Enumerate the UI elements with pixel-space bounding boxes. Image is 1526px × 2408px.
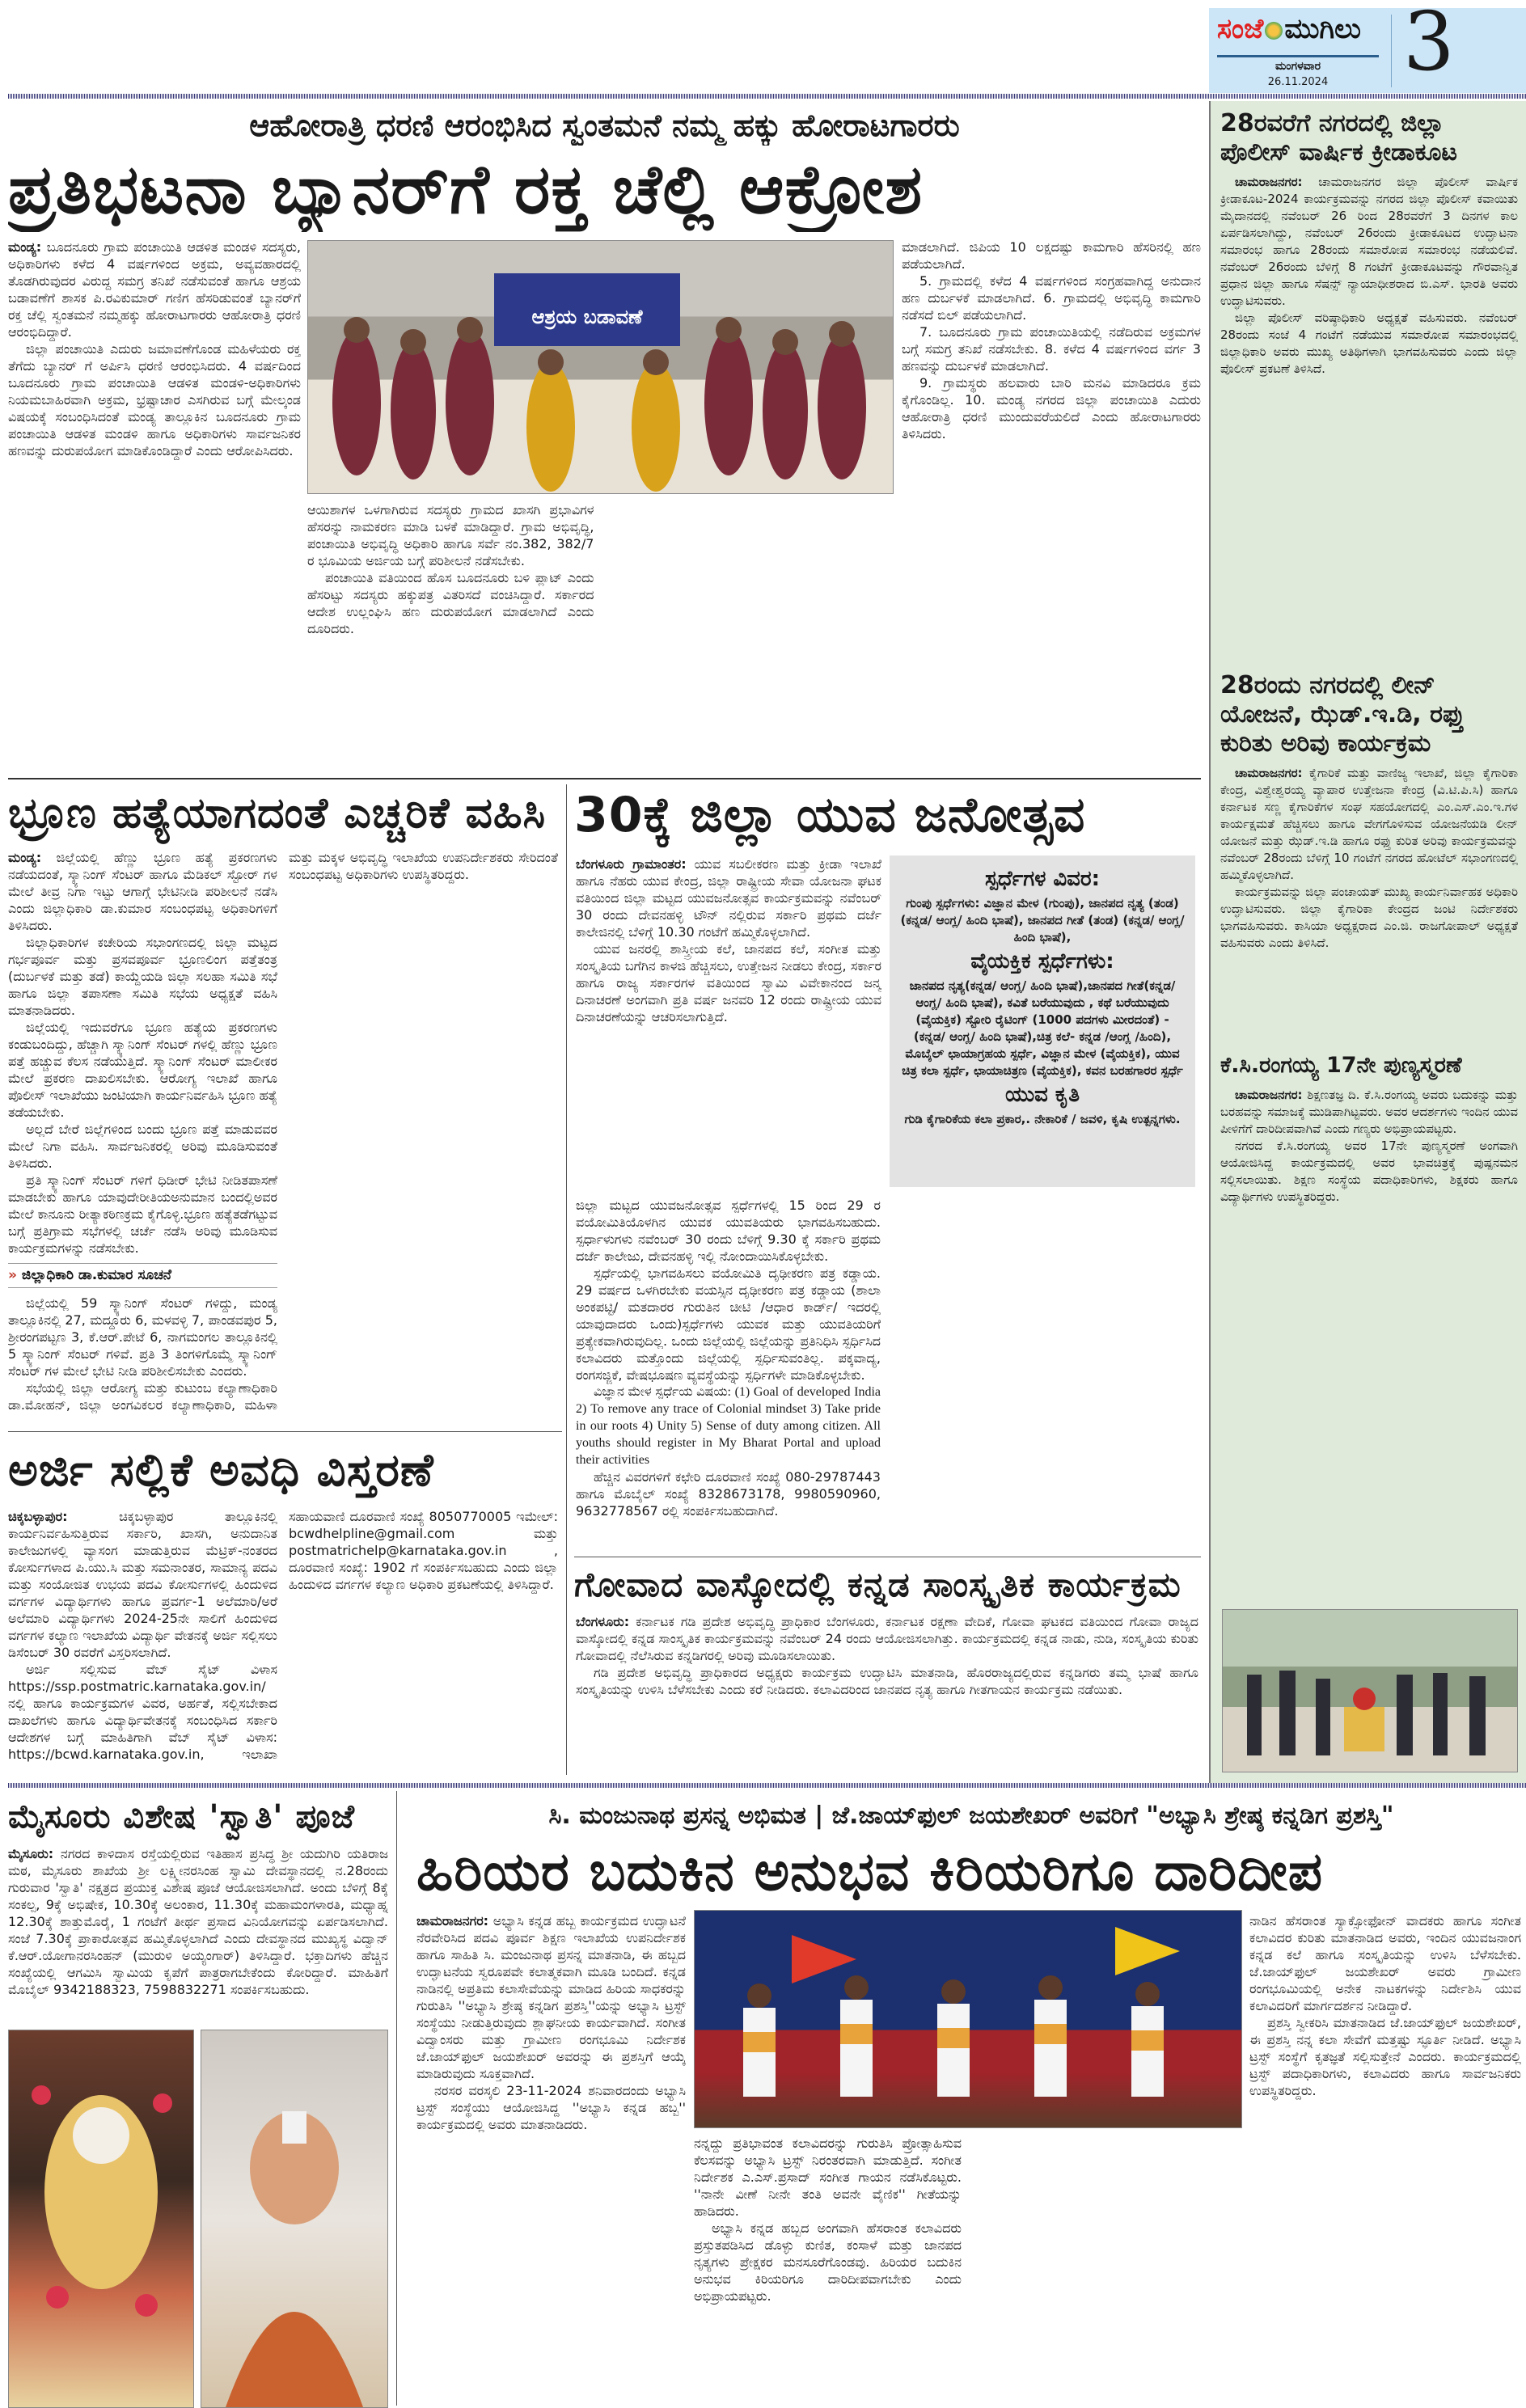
portrait-illustration <box>201 2030 387 2407</box>
abhyasi-kicker: ಸಿ. ಮಂಜುನಾಥ ಪ್ರಸನ್ನ ಅಭಿಮತ | ಜೆ.ಜಾಯ್‌ಫುಲ್ ಜಯಶೇಖರ್ ಅವರಿಗೆ "ಅಭ್ಯಾಸಿ ಶ್ರೇಷ್ಠ ಕನ್ನಡಿಗ ಪ್ರಶಸ್ತಿ" <box>548 1802 1394 1830</box>
box-text: ಗುಂಪು ಸ್ಪರ್ಧೆಗಳು: ವಿಜ್ಞಾನ ಮೇಳ (ಗುಂಪು), ಜಾನಪದ ನೃತ್ಯ (ತಂಡ) (ಕನ್ನಡ/ ಆಂಗ್ಲ/ ಹಿಂದಿ ಭಾಷೆ), ಜಾನಪದ ಗೀತೆ (ತಂಡ) (ಕನ್ನಡ/ ಆಂಗ್ಲ/ ಹಿಂದಿ ಭಾಷೆ), <box>900 896 1185 944</box>
paragraph: ಕರ್ನಾಟಕ ಗಡಿ ಪ್ರದೇಶ ಅಭಿವೃದ್ಧಿ ಪ್ರಾಧಿಕಾರ ಬೆಂಗಳೂರು, ಕರ್ನಾಟಕ ರಕ್ಷಣಾ ವೇದಿಕೆ, ಗೋವಾ ಘಟಕದ ವತಿಯಿಂದ ಗೋವಾ ರಾಜ್ಯದ ವಾಸ್ಕೋದಲ್ಲಿ ಕನ್ನಡ ಸಾಂಸ್ಕೃತಿಕ ಕಾರ್ಯಕ್ರಮವನ್ನು ನವೆಂಬರ್ 24 ರಂದು ಆಯೋಜಿಸಲಾಗಿತ್ತು. ಕಾರ್ಯಕ್ರಮದಲ್ಲಿ ಕನ್ನಡ ನಾಡು, ನುಡಿ, ಸಂಸ್ಕೃತಿಯ ಕುರಿತು ಗೋವಾದಲ್ಲಿ ನೆಲೆಸಿರುವ ಕನ್ನಡಿಗರಲ್ಲಿ ಅರಿವು ಮೂಡಿಸಲಾಯಿತು. <box>576 1614 1198 1663</box>
pullquote <box>8 1263 277 1288</box>
youth-body-bottom <box>576 1197 1197 1548</box>
dateline: ಚಿಕ್ಕಬಳ್ಳಾಪುರ: <box>8 1509 68 1524</box>
dateline: ಚಾಮರಾಜನಗರ: <box>416 1913 489 1929</box>
abhyasi-body-col3 <box>1249 1912 1521 2402</box>
section-divider <box>8 778 1201 779</box>
sidebar-story-rangayya <box>1220 1051 1518 1604</box>
photo-award-event <box>694 1910 1242 2128</box>
goa-body <box>576 1613 1198 1771</box>
abhyasi-body-under-photo <box>694 2135 1241 2402</box>
protest-banner-text: ಆಶ್ರಯ ಬಡಾವಣೆ <box>531 306 643 328</box>
dateline: ಮಂಡ್ಯ: <box>8 239 42 255</box>
masthead-divider <box>1391 15 1392 87</box>
dateline: ಮೈಸೂರು: <box>8 1846 54 1861</box>
dateline: ಬೆಂಗಳೂರು ಗ್ರಾಮಾಂತರ: <box>576 856 687 872</box>
sidebar-story-lean-scheme <box>1220 671 1518 1032</box>
column-divider <box>566 784 567 1775</box>
logo-part-2: ಮುಗಿಲು <box>1284 13 1361 45</box>
bhruna-headline: ಭ್ರೂಣ ಹತ್ಯೆಯಾಗದಂತೆ ಎಚ್ಚರಿಕೆ ವಹಿಸಿ <box>8 789 547 838</box>
lead-body-col3 <box>902 239 1201 772</box>
youth-body-top <box>576 855 881 1191</box>
competition-details-box <box>890 855 1195 1187</box>
box-text: ಜಾನಪದ ನೃತ್ಯ(ಕನ್ನಡ/ ಆಂಗ್ಲ/ ಹಿಂದಿ ಭಾಷೆ),ಜಾನಪದ ಗೀತೆ(ಕನ್ನಡ/ ಆಂಗ್ಲ/ ಹಿಂದಿ ಭಾಷೆ), ಕವಿತೆ ಬರೆಯುವುದು , ಕಥೆ ಬರೆಯುವುದು (ವೈಯಕ್ತಿಕ) ಸ್ಟೋರಿ ರೈಟಿಂಗ್ (1000 ಪದಗಳು ಮೀರದಂತೆ) - (ಕನ್ನಡ/ ಆಂಗ್ಲ/ ಹಿಂದಿ ಭಾಷೆ),ಚಿತ್ರ ಕಲೆ- ಕನ್ನಡ /ಆಂಗ್ಲ /ಹಿಂದಿ), ಮೊಬೈಲ್ ಛಾಯಾಗ್ರಹಯ ಸ್ಪರ್ಧೆ, ವಿಜ್ಞಾನ ಮೇಳ (ವೈಯಕ್ತಿಕ), ಯುವ ಚಿತ್ರ ಕಲಾ ಸ್ಪರ್ಧೆ, ಛಾಯಾಚಿತ್ರಣ (ವೈಯಕ್ತಿಕ), ಕವನ ಬರಹಗಾರರ ಸ್ಪರ್ಧೆ <box>902 978 1183 1078</box>
youth-headline: 30ಕ್ಕೆ ಜಿಲ್ಲಾ ಯುವ ಜನೋತ್ಸವ <box>574 787 1086 843</box>
box-title: ವೈಯಕ್ತಿಕ ಸ್ಪರ್ಧೆಗಳು: <box>970 949 1114 974</box>
paragraph: ಸ್ಪರ್ಧೆಯಲ್ಲಿ ಭಾಗವಹಿಸಲು ವಯೋಮಿತಿ ದೃಢೀಕರಣ ಪತ್ರ ಕಡ್ಡಾಯ. 29 ವರ್ಷದ ಒಳಗಿರಬೇಕು ವಯಸ್ಸಿನ ದೃಢೀಕರಣ ಪತ್ರ ಕಡ್ಡಾಯ (ಶಾಲಾ ಅಂಕಪಟ್ಟಿ/ ಮತದಾರರ ಗುರುತಿನ ಚೀಟಿ /ಆಧಾರ ಕಾರ್ಡ್/ ಇದರಲ್ಲಿ ಯಾವುದಾದರು ಒಂದು)ಸ್ಪರ್ಧೆಗಳು ಯುವಕ ಮತ್ತು ಯುವತಿಯರಿಗೆ ಪ್ರತ್ಯೇಕವಾಗಿರುವುದಿಲ್ಲ. ಒಂದು ಜಿಲ್ಲೆಯಲ್ಲಿ ಜಿಲ್ಲೆಯನ್ನು ಪ್ರತಿನಿಧಿಸಿ ಸ್ಪರ್ಧಿಸಿದ ಕಲಾವಿದರು ಮತ್ತೊಂದು ಜಿಲ್ಲೆಯಲ್ಲಿ ಸ್ಪರ್ಧಿಸುವಂತಿಲ್ಲ. ಪಕ್ಕವಾದ್ಯ, ರಂಗಸಜ್ಜಿಕೆ, ವೇಷಭೂಷಣ ವ್ಯವಸ್ಥೆಯನ್ನು ಸ್ಪರ್ಧಿಗಳೇ ಮಾಡಿಕೊಳ್ಳಬೇಕು. <box>576 1265 881 1383</box>
paragraph: ಪ್ರಶಸ್ತಿ ಸ್ವೀಕರಿಸಿ ಮಾತನಾಡಿದ ಜೆ.ಜಾಯ್‌ಫುಲ್ ಜಯಶೇಖರ್, ಈ ಪ್ರಶಸ್ತಿ ನನ್ನ ಕಲಾ ಸೇವೆಗೆ ಮತ್ತಷ್ಟು ಸ್ಫೂರ್ತಿ ನೀಡಿದೆ. ಅಭ್ಯಾಸಿ ಟ್ರಸ್ಟ್ ಸಂಸ್ಥೆಗೆ ಕೃತಜ್ಞತೆ ಸಲ್ಲಿಸುತ್ತೇನೆ ಎಂದರು. ಕಾರ್ಯಕ್ರಮದಲ್ಲಿ ಟ್ರಸ್ಟ್ ಪದಾಧಿಕಾರಿಗಳು, ಕಲಾವಿದರು ಹಾಗೂ ಸಾರ್ವಜನಿಕರು ಉಪಸ್ಥಿತರಿದ್ದರು. <box>1249 2015 1521 2098</box>
masthead <box>1209 0 1526 93</box>
paragraph: ಜಿಲ್ಲಾ ಪೊಲೀಸ್ ವರಿಷ್ಠಾಧಿಕಾರಿ ಅಧ್ಯಕ್ಷತೆ ವಹಿಸುವರು. ನವೆಂಬರ್ 28ರಂದು ಸಂಜೆ 4 ಗಂಟೆಗೆ ನಡೆಯುವ ಸಮಾರೋಪ ಸಮಾರಂಭದಲ್ಲಿ ಜಿಲ್ಲಾಧಿಕಾರಿ ಅವರು ಮುಖ್ಯ ಅತಿಥಿಗಳಾಗಿ ಭಾಗವಹಿಸುವರು ಎಂದು ಜಿಲ್ಲಾ ಪೊಲೀಸ್ ಪ್ರಕಟಣೆ ತಿಳಿಸಿದೆ. <box>1220 311 1518 376</box>
pullquote-arrow-icon: » <box>8 1267 17 1283</box>
paragraph: ಹೆಚ್ಚಿನ ವಿವರಗಳಿಗೆ ಕಛೇರಿ ದೂರವಾಣಿ ಸಂಖ್ಯೆ 080-29787443 ಹಾಗೂ ಮೊಬೈಲ್ ಸಂಖ್ಯೆ 8328673178, 9980590960, 9632778567 ರಲ್ಲಿ ಸಂಪರ್ಕಿಸಬಹುದಾಗಿದೆ. <box>576 1469 881 1519</box>
pullquote-text: ಜಿಲ್ಲಾಧಿಕಾರಿ ಡಾ.ಕುಮಾರ ಸೂಚನೆ <box>21 1267 171 1283</box>
dateline: ಮಂಡ್ಯ: <box>8 850 42 865</box>
logo-underline <box>1217 55 1379 57</box>
newspaper-logo <box>1217 13 1361 45</box>
paragraph: ಜಿಲ್ಲೆಯಲ್ಲಿ ಹೆಣ್ಣು ಭ್ರೂಣ ಹತ್ಯೆ ಪ್ರಕರಣಗಳು ನಡೆಯದಂತೆ, ಸ್ಕ್ಯಾನಿಂಗ್ ಸೆಂಟರ್ ಹಾಗೂ ಮೆಡಿಕಲ್ ಸ್ಟೋರ್ ಗಳ ಮೇಲೆ ತೀವ್ರ ನಿಗಾ ಇಟ್ಟು ಆಗಾಗ್ಗೆ ಭೇಟಿನೀಡಿ ಪರಿಶೀಲನೆ ನಡೆಸಿ ಎಂದು ಜಿಲ್ಲಾಧಿಕಾರಿ ಡಾ.ಕುಮಾರ ಸಂಬಂಧಪಟ್ಟ ಅಧಿಕಾರಿಗಳಿಗೆ ತಿಳಿಸಿದರು. <box>8 850 277 933</box>
lead-kicker: ಆಹೋರಾತ್ರಿ ಧರಣಿ ಆರಂಭಿಸಿದ ಸ್ವಂತಮನೆ ನಮ್ಮ ಹಕ್ಕು ಹೋರಾಟಗಾರರು <box>249 108 960 143</box>
paragraph: ನಗರದ ಕೆ.ಸಿ.ರಂಗಯ್ಯ ಅವರ 17ನೇ ಪುಣ್ಯಸ್ಮರಣೆ ಅಂಗವಾಗಿ ಆಯೋಜಿಸಿದ್ದ ಕಾರ್ಯಕ್ರಮದಲ್ಲಿ ಅವರ ಭಾವಚಿತ್ರಕ್ಕೆ ಪುಷ್ಪನಮನ ಸಲ್ಲಿಸಲಾಯಿತು. ಶಿಕ್ಷಣ ಸಂಸ್ಥೆಯ ಪದಾಧಿಕಾರಿಗಳು, ಶಿಕ್ಷಕರು ಹಾಗೂ ವಿದ್ಯಾರ್ಥಿಗಳು ಉಪಸ್ಥಿತರಿದ್ದರು. <box>1220 1139 1518 1204</box>
paragraph: ಅಭ್ಯಾಸಿ ಕನ್ನಡ ಹಬ್ಬ ಕಾರ್ಯಕ್ರಮದ ಉದ್ಘಾಟನೆ ನೆರವೇರಿಸಿದ ಪದವಿ ಪೂರ್ವ ಶಿಕ್ಷಣ ಇಲಾಖೆಯ ಉಪನಿರ್ದೇಶಕ ಹಾಗೂ ಸಾಹಿತಿ ಸಿ. ಮಂಜುನಾಥ ಪ್ರಸನ್ನ ಮಾತನಾಡಿ, ಈ ಹಬ್ಬದ ಉದ್ಘಾಟನೆಯ ಸ್ವರೂಪವೇ ಕಲಾತ್ಮಕವಾಗಿ ಮೂಡಿ ಬಂದಿದೆ. ಕನ್ನಡ ನಾಡಿನಲ್ಲಿ ಅಪ್ರತಿಮ ಕಲಾಸೇವೆಯನ್ನು ಮಾಡಿದ ಹಿರಿಯ ಸಾಧಕರನ್ನು ಗುರುತಿಸಿ ''ಅಭ್ಯಾಸಿ ಶ್ರೇಷ್ಠ ಕನ್ನಡಿಗ ಪ್ರಶಸ್ತಿ''ಯನ್ನು ಅಭ್ಯಾಸಿ ಟ್ರಸ್ಟ್ ಸಂಸ್ಥೆಯು ನೀಡುತ್ತಿರುವುದು ಶ್ಲಾಘನೀಯ ಕಾರ್ಯವಾಗಿದೆ. ಸಂಗೀತ ವಿದ್ವಾಂಸರು ಮತ್ತು ಗ್ರಾಮೀಣ ರಂಗಭೂಮಿ ನಿರ್ದೇಶಕ ಜೆ.ಜಾಯ್‌ಫುಲ್ ಜಯಶೇಖರ್ ಅವರನ್ನು ಈ ಪ್ರಶಸ್ತಿಗೆ ಆಯ್ಕೆ ಮಾಡಿರುವುದು ಸೂಕ್ತವಾಗಿದೆ. <box>416 1913 686 2081</box>
page-number: 3 <box>1403 0 1455 89</box>
photo-deity <box>8 2030 194 2408</box>
photo-swamiji <box>201 2030 388 2408</box>
logo-part-1: ಸಂಜೆ <box>1217 13 1264 45</box>
abhyasi-headline: ಹಿರಿಯರ ಬದುಕಿನ ಅನುಭವ ಕಿರಿಯರಿಗೂ ದಾರಿದೀಪ <box>416 1840 1324 1903</box>
dateline: ಚಾಮರಾಜನಗರ: <box>1235 766 1303 780</box>
paragraph: ಆಯಿಶಾಗಳ ಒಳಗಾಗಿರುವ ಸದಸ್ಯರು ಗ್ರಾಮದ ಖಾಸಗಿ ಪ್ರಭಾವಿಗಳ ಹೆಸರನ್ನು ನಾಮಕರಣ ಮಾಡಿ ಬಳಕೆ ಮಾಡಿದ್ದಾರೆ. ಗ್ರಾಮ ಅಭಿವೃದ್ಧಿ, ಪಂಚಾಯಿತಿ ಅಭಿವೃದ್ಧಿ ಅಧಿಕಾರಿ ಹಾಗೂ ಸರ್ವೆ ನಂ.382, 382/7 ರ ಭೂಮಿಯ ಅರ್ಜಿಯ ಬಗ್ಗೆ ಪರಿಶೀಲನೆ ನಡೆಸಬೇಕು. <box>307 502 594 568</box>
paragraph: ವಿಜ್ಞಾನ ಮೇಳ ಸ್ಪರ್ಧೆಯ ವಿಷಯ: (1) Goal of developed India 2) To remove any trace of Colonial mindset 3) Take pride in our roots 4) Unity 5) Sense of duty among citizen. All youths should register in My Bharat Portal and upload their activities <box>576 1385 881 1467</box>
paragraph: ಅಭ್ಯಾಸಿ ಕನ್ನಡ ಹಬ್ಬದ ಅಂಗವಾಗಿ ಹೆಸರಾಂತ ಕಲಾವಿದರು ಪ್ರಸ್ತುತಪಡಿಸಿದ ಡೊಳ್ಳು ಕುಣಿತ, ಕಂಸಾಳೆ ಮತ್ತು ಜಾನಪದ ನೃತ್ಯಗಳು ಪ್ರೇಕ್ಷಕರ ಮನಸೂರೆಗೊಂಡವು. ಹಿರಿಯರ ಬದುಕಿನ ಅನುಭವ ಕಿರಿಯರಿಗೂ ದಾರಿದೀಪವಾಗಬೇಕು ಎಂದು ಅಭಿಪ್ರಾಯಪಟ್ಟರು. <box>694 2220 962 2304</box>
arji-headline: ಅರ್ಜಿ ಸಲ್ಲಿಕೆ ಅವಧಿ ವಿಸ್ತರಣೆ <box>8 1444 434 1497</box>
box-text: ಗುಡಿ ಕೈಗಾರಿಕೆಯ ಕಲಾ ಪ್ರಕಾರ,. ನೇಕಾರಿಕೆ / ಜವಳಿ, ಕೃಷಿ ಉತ್ಪನ್ನಗಳು. <box>904 1112 1181 1126</box>
paragraph: ಜಿಲ್ಲೆಯಲ್ಲಿ 59 ಸ್ಕ್ಯಾನಿಂಗ್ ಸೆಂಟರ್ ಗಳಿದ್ದು, ಮಂಡ್ಯ ತಾಲ್ಲೂಕಿನಲ್ಲಿ 27, ಮದ್ದೂರು 6, ಮಳವಳ್ಳಿ 7, ಪಾಂಡವಪುರ 5, ಶ್ರೀರಂಗಪಟ್ಟಣ 3, ಕೆ.ಆರ್.ಪೇಟೆ 6, ನಾಗಮಂಗಲ ತಾಲ್ಲೂಕಿನಲ್ಲಿ 5 ಸ್ಕ್ಯಾನಿಂಗ್ ಸೆಂಟರ್ ಗಳಿವೆ. ಪ್ರತಿ 3 ತಿಂಗಳಿಗೊಮ್ಮೆ ಸ್ಕ್ಯಾನಿಂಗ್ ಸೆಂಟರ್ ಗಳ ಮೇಲೆ ಭೇಟಿ ನೀಡಿ ಪರಿಶೀಲಿಸಬೇಕು ಎಂದರು. <box>8 1295 277 1379</box>
paragraph: ಜಿಲ್ಲಾ ಮಟ್ಟದ ಯುವಜನೋತ್ಸವ ಸ್ಪರ್ಧೆಗಳಲ್ಲಿ 15 ರಿಂದ 29 ರ ವಯೋಮಿತಿಯೊಳಗಿನ ಯುವಕ ಯುವತಿಯರು ಭಾಗವಹಿಸಬಹುದು. ಸ್ಪರ್ಧಾಳುಗಳು ನವೆಂಬರ್ 30 ರಂದು ಬೆಳಿಗ್ಗೆ 9.30 ಕ್ಕೆ ಸರ್ಕಾರಿ ಪ್ರಥಮ ದರ್ಜೆ ಕಾಲೇಜು, ದೇವನಹಳ್ಳಿ ಇಲ್ಲಿ ನೋಂದಾಯಿಸಿಕೊಳ್ಳಬೇಕು. <box>576 1198 881 1264</box>
paragraph: ಜಿಲ್ಲಾ ಪಂಚಾಯಿತಿ ಎದುರು ಜಮಾವಣೆಗೊಂಡ ಮಹಿಳೆಯರು ರಕ್ತ ತೆಗೆದು ಬ್ಯಾನರ್ ಗೆ ಅರ್ಪಿಸಿ ಧರಣಿ ಆರಂಭಿಸಿದರು. 4 ವರ್ಷದಿಂದ ಬೂದನೂರು ಗ್ರಾಮ ಪಂಚಾಯಿತಿ ಆಡಳಿತ ಮಂಡಳಿ-ಅಧಿಕಾರಿಗಳು ನಿಯಮಬಾಹಿರವಾಗಿ ಅಕ್ರಮ, ಭ್ರಷ್ಟಾಚಾರ ಎಸಗಿರುವ ಬಗ್ಗೆ ಮೇಲ್ಕಂಡ ವಿಷಯಕ್ಕೆ ಸಂಬಂಧಿಸಿದಂತೆ ಮಂಡ್ಯ ತಾಲ್ಲೂಕಿನ ಬೂದನೂರು ಗ್ರಾಮ ಪಂಚಾಯಿತಿ ಆಡಳಿತ ಮಂಡಳಿ ಹಾಗೂ ಅಧಿಕಾರಿಗಳು ಸಾರ್ವಜನಿಕರ ಹಣವನ್ನು ದುರುಪಯೋಗ ಮಾಡಿಕೊಂಡಿದ್ದಾರೆ ಎಂದು ಆರೋಪಿಸಿದರು. <box>8 341 301 458</box>
paragraph: ಗಡಿ ಪ್ರದೇಶ ಅಭಿವೃದ್ಧಿ ಪ್ರಾಧಿಕಾರದ ಅಧ್ಯಕ್ಷರು ಕಾರ್ಯಕ್ರಮ ಉದ್ಘಾಟಿಸಿ ಮಾತನಾಡಿ, ಹೊರರಾಜ್ಯದಲ್ಲಿರುವ ಕನ್ನಡಿಗರು ತಮ್ಮ ಭಾಷೆ ಹಾಗೂ ಸಂಸ್ಕೃತಿಯನ್ನು ಉಳಿಸಿ ಬೆಳೆಸಬೇಕು ಎಂದು ಕರೆ ನೀಡಿದರು. ಕಲಾವಿದರಿಂದ ಜಾನಪದ ನೃತ್ಯ ಹಾಗೂ ಗೀತಗಾಯನ ಕಾರ್ಯಕ್ರಮ ನಡೆಯಿತು. <box>576 1665 1198 1697</box>
paragraph: ನನ್ನದ್ದು ಪ್ರತಿಭಾವಂತ ಕಲಾವಿದರನ್ನು ಗುರುತಿಸಿ ಪ್ರೋತ್ಸಾಹಿಸುವ ಕೆಲಸವನ್ನು ಅಭ್ಯಾಸಿ ಟ್ರಸ್ಟ್ ನಿರಂತರವಾಗಿ ಮಾಡುತ್ತಿದೆ. ಸಂಗೀತ ನಿರ್ದೇಶಕ ಎ.ಎಸ್.ಪ್ರಸಾದ್ ಸಂಗೀತ ಗಾಯನ ನಡೆಸಿಕೊಟ್ಟರು. ''ನಾನೇ ವೀಣೆ ನೀನೇ ತಂತಿ ಅವನೇ ವೈಣಿಕ'' ಗೀತೆಯನ್ನು ಹಾಡಿದರು. <box>694 2136 962 2219</box>
issue-date: 26.11.2024 <box>1267 76 1329 88</box>
abhyasi-body-col1 <box>416 1912 686 2402</box>
bottom-section-rule <box>8 1783 1526 1788</box>
paragraph: ಚಿಕ್ಕಬಳ್ಳಾಪುರ ತಾಲ್ಲೂಕಿನಲ್ಲಿ ಕಾರ್ಯನಿರ್ವಹಿಸುತ್ತಿರುವ ಸರ್ಕಾರಿ, ಖಾಸಗಿ, ಅನುದಾನಿತ ಕಾಲೇಜುಗಳಲ್ಲಿ ವ್ಯಾಸಂಗ ಮಾಡುತ್ತಿರುವ ಮೆಟ್ರಿಕ್-ನಂತರದ ಕೋರ್ಸುಗಳಾದ ಪಿ.ಯು.ಸಿ ಮತ್ತು ಸಮನಾಂತರ, ಸಾಮಾನ್ಯ ಪದವಿ ಮತ್ತು ಸಂಯೋಜಿತ ಉಭಯ ಪದವಿ ಕೋರ್ಸುಗಳಲ್ಲಿ ಹಿಂದುಳಿದ ವರ್ಗಗಳ ವಿದ್ಯಾರ್ಥಿಗಳು ಹಾಗೂ ಪ್ರವರ್ಗ-1 ಅಲೆಮಾರಿ/ಅರೆ ಅಲೆಮಾರಿ ವಿದ್ಯಾರ್ಥಿಗಳು 2024-25ನೇ ಸಾಲಿಗೆ ಹಿಂದುಳಿದ ವರ್ಗಗಳ ಕಲ್ಯಾಣ ಇಲಾಖೆಯ ವಿದ್ಯಾರ್ಥಿ ವೇತನಕ್ಕೆ ಅರ್ಜಿ ಸಲ್ಲಿಸಲು ಡಿಸೆಂಬರ್ 30 ರವರೆಗೆ ವಿಸ್ತರಿಸಲಾಗಿದೆ. <box>8 1509 277 1660</box>
photo-tribute-event <box>1222 1609 1518 1772</box>
box-title: ಸ್ಪರ್ಧೆಗಳ ವಿವರ: <box>985 867 1100 891</box>
dateline: ಚಾಮರಾಜನಗರ: <box>1235 175 1303 189</box>
paragraph: ಜಿಲ್ಲೆಯಲ್ಲಿ ಇದುವರೆಗೂ ಭ್ರೂಣ ಹತ್ಯೆಯ ಪ್ರಕರಣಗಳು ಕಂಡುಬಂದಿದ್ದು, ಹೆಚ್ಚಾಗಿ ಸ್ಕ್ಯಾನಿಂಗ್ ಸೆಂಟರ್ ಗಳಲ್ಲಿ ಹೆಣ್ಣು ಭ್ರೂಣ ಪತ್ತೆ ಹಚ್ಚುವ ಕೆಲಸ ನಡೆಯುತ್ತಿದೆ. ಸ್ಕ್ಯಾನಿಂಗ್ ಸೆಂಟರ್ ಮಾಲೀಕರ ಮೇಲೆ ಪ್ರಕರಣ ದಾಖಲಿಸಬೇಕು. ಆರೋಗ್ಯ ಇಲಾಖೆ ಹಾಗೂ ಪೊಲೀಸ್ ಇಲಾಖೆಯು ಜಂಟಿಯಾಗಿ ಕಾರ್ಯನಿರ್ವಹಿಸಿ ಭ್ರೂಣ ಹತ್ಯೆ ತಡೆಯಬೇಕು. <box>8 1020 277 1120</box>
sidebar <box>1209 101 1526 1783</box>
deity-illustration <box>9 2030 193 2407</box>
paragraph: 5. ಗ್ರಾಮದಲ್ಲಿ ಕಳೆದ 4 ವರ್ಷಗಳಿಂದ ಸಂಗ್ರಹವಾಗಿದ್ದ ಅನುದಾನ ಹಣ ದುರ್ಬಳಕೆ ಮಾಡಲಾಗಿದೆ. 6. ಗ್ರಾಮದಲ್ಲಿ ಅಭಿವೃದ್ಧಿ ಕಾಮಗಾರಿ ನಡೆಸದೆ ಬಿಲ್ ಪಡೆಯಲಾಗಿದೆ. <box>902 273 1201 323</box>
mysuru-body <box>8 1845 388 2019</box>
headline: 28ರಂದು ನಗರದಲ್ಲಿ ಲೀನ್ ಯೋಜನೆ, ಝೆಡ್.ಇ.ಡಿ, ರಫ್ತು ಕುರಿತು ಅರಿವು ಕಾರ್ಯಕ್ರಮ <box>1220 671 1465 758</box>
box-title: ಯುವ ಕೃತಿ <box>1004 1083 1080 1107</box>
paragraph: 9. ಗ್ರಾಮಸ್ಥರು ಹಲವಾರು ಬಾರಿ ಮನವಿ ಮಾಡಿದರೂ ಕ್ರಮ ಕೈಗೊಂಡಿಲ್ಲ. 10. ಮಂಡ್ಯ ನಗರದ ಜಿಲ್ಲಾ ಪಂಚಾಯಿತಿ ಎದುರು ಆಹೋರಾತ್ರಿ ಧರಣಿ ಮುಂದುವರೆಯಲಿದೆ ಎಂದು ಹೋರಾಟಗಾರರು ತಿಳಿಸಿದರು. <box>902 375 1201 441</box>
headline: 28ರವರೆಗೆ ನಗರದಲ್ಲಿ ಜಿಲ್ಲಾ ಪೊಲೀಸ್ ವಾರ್ಷಿಕ ಕ್ರೀಡಾಕೂಟ <box>1220 109 1457 167</box>
paragraph: ನಾಡಿನ ಹೆಸರಾಂತ ಸ್ಯಾಕ್ಸೋಫೋನ್ ವಾದಕರು ಹಾಗೂ ಸಂಗೀತ ಕಲಾವಿದರ ಕುರಿತು ಮಾತನಾಡಿದ ಅವರು, ಇಂದಿನ ಯುವಜನಾಂಗ ಕನ್ನಡ ಕಲೆ ಹಾಗೂ ಸಂಸ್ಕೃತಿಯನ್ನು ಉಳಿಸಿ ಬೆಳೆಸಬೇಕು. ಜೆ.ಜಾಯ್‌ಫುಲ್ ಜಯಶೇಖರ್ ಅವರು ಗ್ರಾಮೀಣ ರಂಗಭೂಮಿಯಲ್ಲಿ ಅನೇಕ ನಾಟಕಗಳನ್ನು ನಿರ್ದೇಶಿಸಿ ಯುವ ಕಲಾವಿದರಿಗೆ ಮಾರ್ಗದರ್ಶನ ನೀಡಿದ್ದಾರೆ. <box>1249 1913 1521 2013</box>
protesters-illustration <box>308 241 893 493</box>
article-body <box>1220 1087 1518 1604</box>
paragraph: ಪಂಚಾಯಿತಿ ವತಿಯಿಂದ ಹೊಸ ಬೂದನೂರು ಬಳಿ ಪ್ಲಾಟ್ ಎಂದು ಹೆಸರಿಟ್ಟು ಸದಸ್ಯರು ಹಕ್ಕುಪತ್ರ ವಿತರಿಸದೆ ವಂಚಿಸಿದ್ದಾರೆ. ಸರ್ಕಾರದ ಆದೇಶ ಉಲ್ಲಂಘಿಸಿ ಹಣ ದುರುಪಯೋಗ ಮಾಡಲಾಗಿದೆ ಎಂದು ದೂರಿದರು. <box>307 570 594 636</box>
article-body <box>1220 765 1518 1032</box>
paragraph: ಯುವ ಜನರಲ್ಲಿ ಶಾಸ್ತ್ರೀಯ ಕಲೆ, ಜಾನಪದ ಕಲೆ, ಸಂಗೀತ ಮತ್ತು ಸಂಸ್ಕೃತಿಯ ಬಗೆಗಿನ ಕಾಳಜಿ ಹೆಚ್ಚಿಸಲು, ಉತ್ತೇಜನ ನೀಡಲು ಕೇಂದ್ರ, ಸರ್ಕಾರ ಹಾಗೂ ರಾಜ್ಯ ಸರ್ಕಾರಗಳ ವತಿಯಿಂದ ಸ್ವಾಮಿ ವಿವೇಕಾನಂದ ಜನ್ಮ ದಿನಾಚರಣೆ ಅಂಗವಾಗಿ ಪ್ರತಿ ವರ್ಷ ಜನವರಿ 12 ರಂದು ರಾಷ್ಟ್ರೀಯ ಯುವ ದಿನಾಚರಣೆಯನ್ನು ಆಚರಿಸಲಾಗುತ್ತಿದೆ. <box>576 941 881 1024</box>
issue-day: ಮಂಗಳವಾರ <box>1274 60 1321 73</box>
paragraph: ಚಾಮರಾಜನಗರ ಜಿಲ್ಲಾ ಪೊಲೀಸ್ ವಾರ್ಷಿಕ ಕ್ರೀಡಾಕೂಟ-2024 ಕಾರ್ಯಕ್ರಮವನ್ನು ನಗರದ ಜಿಲ್ಲಾ ಪೊಲೀಸ್ ಕವಾಯಿತು ಮೈದಾನದಲ್ಲಿ ನವೆಂಬರ್ 26 ರಿಂದ 28ರವರೆಗೆ 3 ದಿನಗಳ ಕಾಲ ಏರ್ಪಡಿಸಲಾಗಿದ್ದು, ನವೆಂಬರ್ 26ರಂದು ಕ್ರೀಡಾಕೂಟದ ಉದ್ಘಾಟನಾ ಸಮಾರಂಭ ಹಾಗೂ 28ರಂದು ಸಮಾರೋಪ ಸಮಾರಂಭ ನಡೆಯಲಿವೆ. ನವೆಂಬರ್ 26ರಂದು ಬೆಳಿಗ್ಗೆ 8 ಗಂಟೆಗೆ ಕ್ರೀಡಾಕೂಟವನ್ನು ಗೌರವಾನ್ವಿತ ಪ್ರಧಾನ ಜಿಲ್ಲಾ ಹಾಗೂ ಸೆಷನ್ಸ್ ನ್ಯಾಯಾಧೀಶರಾದ ಬಿ.ಎಸ್. ಭಾರತಿ ಅವರು ಉದ್ಘಾಟಿಸುವರು. <box>1220 175 1518 308</box>
paragraph: ಮಾಡಲಾಗಿದೆ. ಜಿಪಿಯ 10 ಲಕ್ಷದಷ್ಟು ಕಾಮಗಾರಿ ಹೆಸರಿನಲ್ಲಿ ಹಣ ಪಡೆಯಲಾಗಿದೆ. <box>902 239 1201 272</box>
lead-body-under-photo <box>307 501 892 772</box>
paragraph: ಅರ್ಜಿ ಸಲ್ಲಿಸುವ ವೆಬ್ ಸೈಟ್ ವಿಳಾಸ https://ssp.postmatric.karnataka.gov.in/ ನಲ್ಲಿ ಹಾಗೂ ಕಾರ್ಯಕ್ರಮಗಳ ವಿವರ, ಅರ್ಹತೆ, ಸಲ್ಲಿಸಬೇಕಾದ ದಾಖಲೆಗಳು ಹಾಗೂ ವಿದ್ಯಾರ್ಥಿವೇತನಕ್ಕೆ ಸಂಬಂಧಿಸಿದ ಸರ್ಕಾರಿ ಆದೇಶಗಳ ಬಗ್ಗೆ ಮಾಹಿತಿಗಾಗಿ ವೆಬ್ ಸೈಟ್ ವಿಳಾಸ: https://bcwd.karnataka.gov.in, ಇಲಾಖಾ ಸಹಾಯವಾಣಿ ದೂರವಾಣಿ ಸಂಖ್ಯೆ 8050770005 ಇಮೇಲ್: bcwdhelpline@gmail.com ಮತ್ತು postmatrichelp@karnataka.gov.in , ದೂರವಾಣಿ ಸಂಖ್ಯೆ: 1902 ಗೆ ಸಂಪರ್ಕಿಸಬಹುದು ಎಂದು ಜಿಲ್ಲಾ ಹಿಂದುಳಿದ ವರ್ಗಗಳ ಕಲ್ಯಾಣ ಅಧಿಕಾರಿ ಪ್ರಕಟಣೆಯಲ್ಲಿ ತಿಳಿಸಿದ್ದಾರೆ. <box>8 1509 558 1762</box>
article-body <box>1220 174 1518 635</box>
paragraph: ಅಲ್ಲದೆ ಬೇರೆ ಜಿಲ್ಲೆಗಳಿಂದ ಬಂದು ಭ್ರೂಣ ಪತ್ತೆ ಮಾಡುವವರ ಮೇಲೆ ನಿಗಾ ವಹಿಸಿ. ಸಾರ್ವಜನಿಕರಲ್ಲಿ ಅರಿವು ಮೂಡಿಸುವಂತೆ ತಿಳಿಸಿದರು. <box>8 1122 277 1171</box>
paragraph: ನಗರದ ಕಾಳಿದಾಸ ರಸ್ತೆಯಲ್ಲಿರುವ ಇತಿಹಾಸ ಪ್ರಸಿದ್ಧ ಶ್ರೀ ಯದುಗಿರಿ ಯತಿರಾಜ ಮಠ, ಮೈಸೂರು ಶಾಖೆಯ ಶ್ರೀ ಲಕ್ಷ್ಮೀನರಸಿಂಹ ಸ್ವಾಮಿ ದೇವಸ್ಥಾನದಲ್ಲಿ ನ.28ರಂದು ಗುರುವಾರ 'ಸ್ವಾತಿ' ನಕ್ಷತ್ರದ ಪ್ರಯುಕ್ತ ವಿಶೇಷ ಪೂಜೆ ಆಯೋಜಿಸಲಾಗಿದೆ. ಅಂದು ಬೆಳಿಗ್ಗೆ 8ಕ್ಕೆ ಸಂಕಲ್ಪ, 9ಕ್ಕೆ ಅಭಿಷೇಕ, 10.30ಕ್ಕೆ ಅಲಂಕಾರ, 11.30ಕ್ಕೆ ಮಹಾಮಂಗಳಾರತಿ, ಮಧ್ಯಾಹ್ನ 12.30ಕ್ಕೆ ಶಾತ್ತುಮೊರೈ, 1 ಗಂಟೆಗೆ ತೀರ್ಥ ಪ್ರಸಾದ ವಿನಿಯೋಗವನ್ನು ಏರ್ಪಡಿಸಲಾಗಿದೆ. ಸಂಜೆ 7.30ಕ್ಕೆ ಪ್ರಾಕಾರೋತ್ಸವ ಹಮ್ಮಿಕೊಳ್ಳಲಾಗಿದೆ ಎಂದು ದೇವಸ್ಥಾನದ ಮುಖ್ಯಸ್ಥ ವಿದ್ವಾನ್ ಕೆ.ಆರ್.ಯೋಗಾನರಸಿಂಹನ್ (ಮುರುಳಿ ಅಯ್ಯಂಗಾರ್) ತಿಳಿಸಿದ್ದಾರೆ. ಭಕ್ತಾದಿಗಳು ಹೆಚ್ಚಿನ ಸಂಖ್ಯೆಯಲ್ಲಿ ಆಗಮಿಸಿ ಸ್ವಾಮಿಯ ಕೃಪೆಗೆ ಪಾತ್ರರಾಗಬೇಕೆಂದು ಕೋರಿದ್ದಾರೆ. ಮಾಹಿತಿಗೆ ಮೊಬೈಲ್ 9342188323, 7598832271 ಸಂಪರ್ಕಿಸಬಹುದು. <box>8 1846 388 1997</box>
paragraph: ಕಾರ್ಯಕ್ರಮವನ್ನು ಜಿಲ್ಲಾ ಪಂಚಾಯತ್ ಮುಖ್ಯ ಕಾರ್ಯನಿರ್ವಾಹಕ ಅಧಿಕಾರಿ ಉದ್ಘಾಟಿಸುವರು. ಜಿಲ್ಲಾ ಕೈಗಾರಿಕಾ ಕೇಂದ್ರದ ಜಂಟಿ ನಿರ್ದೇಶಕರು ಭಾಗವಹಿಸುವರು. ಕಾಸಿಯಾ ಅಧ್ಯಕ್ಷರಾದ ಎಂ.ಜಿ. ರಾಜಗೋಪಾಲ್ ಅಧ್ಯಕ್ಷತೆ ವಹಿಸುವರು ಎಂದು ತಿಳಿಸಿದೆ. <box>1220 885 1518 950</box>
paragraph: 7. ಬೂದನೂರು ಗ್ರಾಮ ಪಂಚಾಯಿತಿಯಲ್ಲಿ ನಡೆದಿರುವ ಅಕ್ರಮಗಳ ಬಗ್ಗೆ ಸಮಗ್ರ ತನಿಖೆ ನಡೆಸಬೇಕು. 8. ಕಳೆದ 4 ವರ್ಷಗಳಿಂದ ವರ್ಗ 3 ಹಣವನ್ನು ದುರ್ಬಳಕೆ ಮಾಡಲಾಗಿದೆ. <box>902 324 1201 374</box>
paragraph: ಸಭೆಯಲ್ಲಿ ಜಿಲ್ಲಾ ಆರೋಗ್ಯ ಮತ್ತು ಕುಟುಂಬ ಕಲ್ಯಾಣಾಧಿಕಾರಿ ಡಾ.ಮೋಹನ್, ಜಿಲ್ಲಾ ಅಂಗವಿಕಲರ ಕಲ್ಯಾಣಾಧಿಕಾರಿ, ಮಹಿಳಾ ಮತ್ತು ಮಕ್ಕಳ ಅಭಿವೃದ್ಧಿ ಇಲಾಖೆಯ ಉಪನಿರ್ದೇಶಕರು ಸೇರಿದಂತೆ ಸಂಬಂಧಪಟ್ಟ ಅಧಿಕಾರಿಗಳು ಉಪಸ್ಥಿತರಿದ್ದರು. <box>8 850 558 1413</box>
paragraph: ಕೈಗಾರಿಕೆ ಮತ್ತು ವಾಣಿಜ್ಯ ಇಲಾಖೆ, ಜಿಲ್ಲಾ ಕೈಗಾರಿಕಾ ಕೇಂದ್ರ, ವಿಶ್ವೇಶ್ವರಯ್ಯ ವ್ಯಾಪಾರ ಉತ್ತೇಜನಾ ಕೇಂದ್ರ (ವಿ.ಟಿ.ಪಿ.ಸಿ) ಹಾಗೂ ಕರ್ನಾಟಕ ಸಣ್ಣ ಕೈಗಾರಿಕೆಗಳ ಸಂಘ ಸಹಯೋಗದಲ್ಲಿ ಎಂ.ಎಸ್.ಎಂ.ಇ.ಗಳ ಕಾರ್ಯಕ್ಷಮತೆ ಹೆಚ್ಚಿಸಲು ಹಾಗೂ ವೇಗಗೊಳಿಸುವ ಯೋಜನೆಯಡಿ ಲೀನ್ ಯೋಜನೆ ಮತ್ತು ಝೆಡ್.ಇ.ಡಿ ಹಾಗೂ ರಫ್ತು ಕುರಿತ ಅರಿವು ಕಾರ್ಯಕ್ರಮವನ್ನು ನವೆಂಬರ್ 28ರಂದು ಬೆಳಿಗ್ಗೆ 10 ಗಂಟೆಗೆ ನಗರದ ಹೋಟೆಲ್ ಸಭಾಂಗಣದಲ್ಲಿ ಹಮ್ಮಿಕೊಳ್ಳಲಾಗಿದೆ. <box>1220 766 1518 882</box>
goa-headline: ಗೋವಾದ ವಾಸ್ಕೋದಲ್ಲಿ ಕನ್ನಡ ಸಾಂಸ್ಕೃತಿಕ ಕಾರ್ಯಕ್ರಮ <box>574 1565 1181 1604</box>
paragraph: ಜಿಲ್ಲಾಧಿಕಾರಿಗಳ ಕಚೇರಿಯ ಸಭಾಂಗಣದಲ್ಲಿ ಜಿಲ್ಲಾ ಮಟ್ಟದ ಗರ್ಭಪೂರ್ವ ಮತ್ತು ಪ್ರಸವಪೂರ್ವ ಭ್ರೂಣಲಿಂಗ ಪತ್ತೆತಂತ್ರ (ದುರ್ಬಳಕೆ ಮತ್ತು ತಡೆ) ಕಾಯ್ದೆಯಡಿ ಜಿಲ್ಲಾ ಸಲಹಾ ಸಮಿತಿ ಸಭೆ ಹಾಗೂ ಜಿಲ್ಲಾ ತಪಾಸಣಾ ಸಮಿತಿ ಸಭೆಯ ಅಧ್ಯಕ್ಷತೆ ವಹಿಸಿ ಮಾತನಾಡಿದರು. <box>8 935 277 1018</box>
lead-photo-protest <box>307 240 894 494</box>
performers-illustration <box>695 1911 1241 2127</box>
lead-body-col1 <box>8 239 301 772</box>
people-illustration <box>1223 1610 1517 1772</box>
paragraph: ಬೂದನೂರು ಗ್ರಾಮ ಪಂಚಾಯಿತಿ ಆಡಳಿತ ಮಂಡಳಿ ಸದಸ್ಯರು, ಅಧಿಕಾರಿಗಳು ಕಳೆದ 4 ವರ್ಷಗಳಿಂದ ಅಕ್ರಮ, ಅವ್ಯವಹಾರದಲ್ಲಿ ತೊಡಗಿರುವುದರ ವಿರುದ್ದ ಸಮಗ್ರ ತನಿಖೆ ನಡೆಸುವಂತೆ ಹಾಗೂ ಆಶ್ರಯ ಬಡಾವಣೆಗೆ ಶಾಸಕ ಪಿ.ರವಿಕುಮಾರ್ ಗಣಿಗ ಹೆಸರಿಡುವಂತೆ ಬ್ಯಾನರ್‌ಗೆ ರಕ್ತ ಚೆಲ್ಲಿ ಸ್ವಂತಮನೆ ನಮ್ಮಹಕ್ಕು ಹೋರಾಟಗಾರರು ಆಹೋರಾತ್ರಿ ಧರಣಿ ಆರಂಭಿದಿದ್ದಾರೆ. <box>8 239 301 340</box>
mysuru-headline: ಮೈಸೂರು ವಿಶೇಷ 'ಸ್ವಾತಿ' ಪೂಜೆ <box>8 1798 356 1836</box>
headline: ಕೆ.ಸಿ.ರಂಗಯ್ಯ 17ನೇ ಪುಣ್ಯಸ್ಮರಣೆ <box>1220 1053 1462 1078</box>
column-divider <box>396 1791 397 2406</box>
top-rule <box>8 94 1526 99</box>
paragraph: ನರಸರ ವರಸ್ಕಲಿ 23-11-2024 ಶನಿವಾರದಂದು ಅಭ್ಯಾಸಿ ಟ್ರಸ್ಟ್ ಸಂಸ್ಥೆಯು ಆಯೋಜಿಸಿದ್ದ ''ಅಭ್ಯಾಸಿ ಕನ್ನಡ ಹಬ್ಬ'' ಕಾರ್ಯಕ್ರಮದಲ್ಲಿ ಅವರು ಮಾತನಾಡಿದರು. <box>416 2083 686 2132</box>
paragraph: ಯುವ ಸಬಲೀಕರಣ ಮತ್ತು ಕ್ರೀಡಾ ಇಲಾಖೆ ಹಾಗೂ ನೆಹರು ಯುವ ಕೇಂದ್ರ, ಜಿಲ್ಲಾ ರಾಷ್ಟ್ರೀಯ ಸೇವಾ ಯೋಜನಾ ಘಟಕ ವತಿಯಿಂದ ಜಿಲ್ಲಾ ಮಟ್ಟದ ಯುವಜನೋತ್ಸವ ಕಾರ್ಯಕ್ರಮವನ್ನು ನವೆಂಬರ್ 30 ರಂದು ದೇವನಹಳ್ಳಿ ಟೌನ್ ನಲ್ಲಿರುವ ಸರ್ಕಾರಿ ಪ್ರಥಮ ದರ್ಜೆ ಕಾಲೇಜಿನಲ್ಲಿ ಬೆಳಿಗ್ಗೆ 10.30 ಗಂಟೆಗೆ ಹಮ್ಮಿಕೊಳ್ಳಲಾಗಿದೆ. <box>576 856 881 940</box>
bhruna-body <box>8 849 558 1423</box>
sun-palm-icon <box>1265 22 1283 40</box>
arji-body <box>8 1508 558 1771</box>
dateline: ಚಾಮರಾಜನಗರ: <box>1235 1088 1303 1102</box>
paragraph: ಪ್ರತಿ ಸ್ಕ್ಯಾನಿಂಗ್ ಸೆಂಟರ್ ಗಳಿಗೆ ಧಿಡೀರ್ ಭೇಟಿ ನೀಡಿತಪಾಸಣೆ ಮಾಡಬೇಕು ಹಾಗೂ ಯಾವುದೇರೀತಿಯಅನುಮಾನ ಬಂದಲ್ಲಿಅವರ ಮೇಲೆ ಕಾನೂನು ರೀತ್ಯಾಕಠಿಣಕ್ರಮ ಕೈಗೊಳ್ಳಿ.ಭ್ರೂಣ ಹತ್ಯೆತಡೆಗಟ್ಟುವ ಬಗ್ಗೆ ಪ್ರತಿಗ್ರಾಮ ಸಭೆಗಳಲ್ಲಿ ಚರ್ಚೆ ನಡೆಸಿ ಅರಿವು ಮೂಡಿಸುವ ಕಾರ್ಯಕ್ರಮಗಳನ್ನು ನಡೆಸಬೇಕು. <box>8 1172 277 1256</box>
paragraph: ಶಿಕ್ಷಣತಜ್ಞ ದಿ. ಕೆ.ಸಿ.ರಂಗಯ್ಯ ಅವರು ಬದುಕನ್ನು ಮತ್ತು ಬರಹವನ್ನು ಸಮಾಜಕ್ಕೆ ಮುಡಿಪಾಗಿಟ್ಟವರು. ಅವರ ಆದರ್ಶಗಳು ಇಂದಿನ ಯುವ ಪೀಳಿಗೆಗೆ ದಾರಿದೀಪವಾಗಿವೆ ಎಂದು ಗಣ್ಯರು ಅಭಿಪ್ರಾಯಪಟ್ಟರು. <box>1220 1088 1518 1136</box>
dateline: ಬೆಂಗಳೂರು: <box>576 1614 630 1629</box>
lead-headline: ಪ್ರತಿಭಟನಾ ಬ್ಯಾನರ್‌ಗೆ ರಕ್ತ ಚೆಲ್ಲಿ ಆಕ್ರೋಶ <box>8 150 924 229</box>
divider <box>8 1431 562 1432</box>
